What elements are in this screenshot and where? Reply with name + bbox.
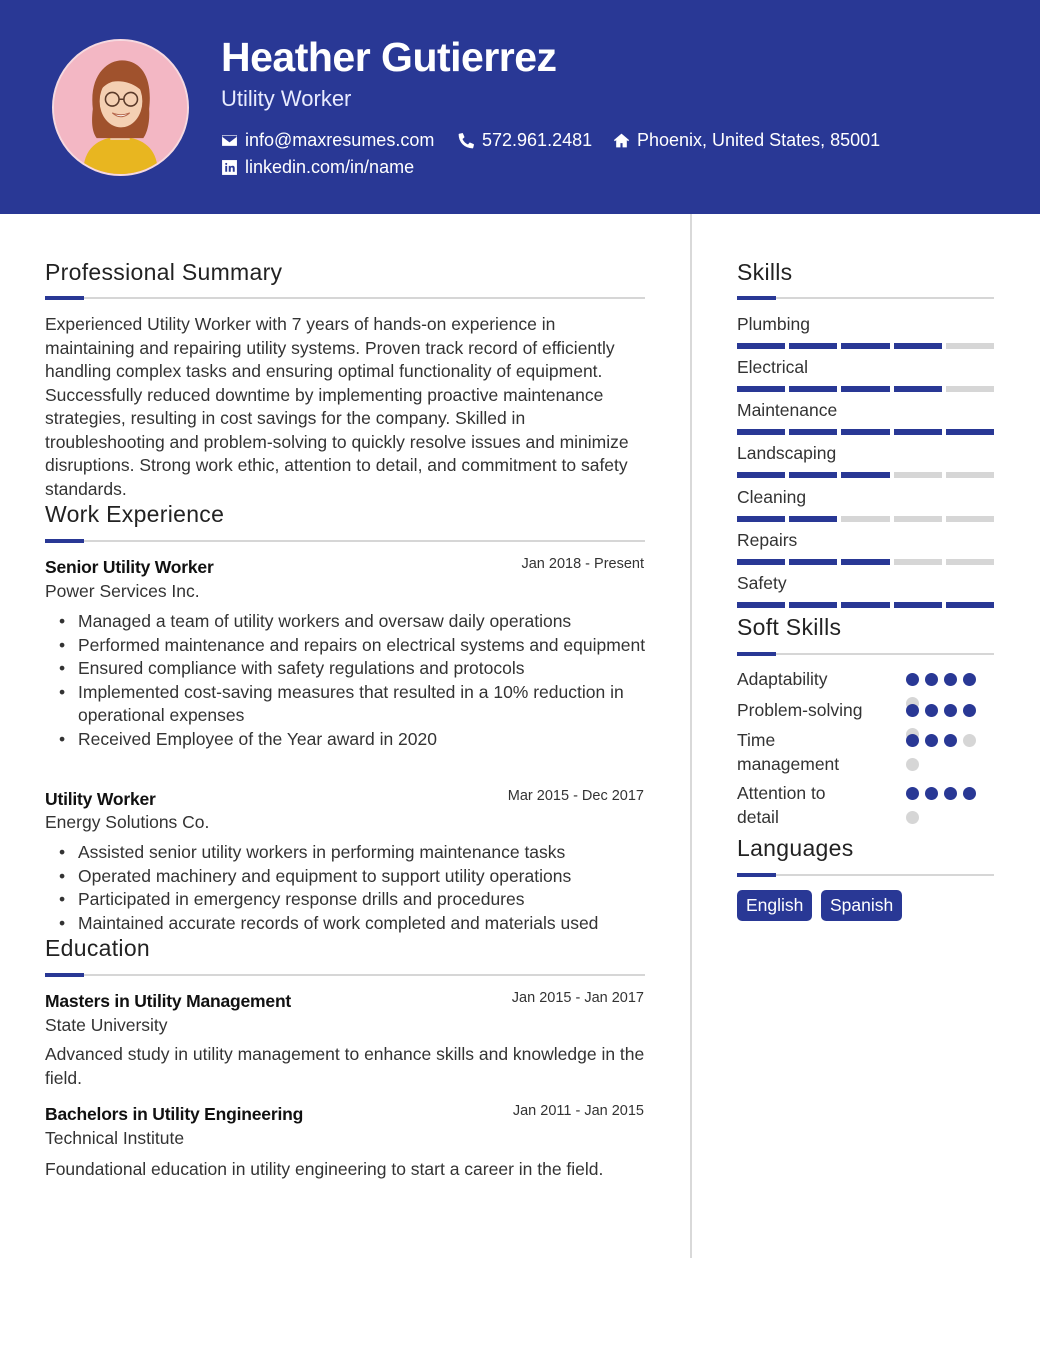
soft-skill-dot xyxy=(944,673,957,686)
linkedin-icon xyxy=(221,159,238,176)
skill-level-segment xyxy=(789,602,837,608)
candidate-role: Utility Worker xyxy=(221,86,352,111)
skill-name: Electrical xyxy=(737,357,808,377)
contact-linkedin-text: linkedin.com/in/name xyxy=(245,157,415,177)
skill-level-segment xyxy=(737,516,785,522)
languages-accent xyxy=(737,873,776,877)
skill-level-bar xyxy=(737,472,994,478)
job-bullet: • Received Employee of the Year award in 2020 xyxy=(45,728,655,752)
contact-email-text: info@maxresumes.com xyxy=(245,130,435,150)
job-bullets xyxy=(45,610,655,751)
soft-skill-dot xyxy=(906,811,919,824)
degree-title: Bachelors in Utility Engineering xyxy=(45,1104,304,1124)
education-accent xyxy=(45,973,84,977)
skill-level-segment xyxy=(737,386,785,392)
languages-heading: Languages xyxy=(737,835,854,861)
job-dates: Jan 2018 - Present xyxy=(521,556,644,572)
job-bullet: • Implemented cost-saving measures that resulted in a 10% reduction in operational expenses xyxy=(45,681,655,728)
soft-skill-dot xyxy=(925,734,938,747)
column-divider xyxy=(690,214,692,1258)
soft-skill-dot xyxy=(906,704,919,717)
soft-skill-dot xyxy=(906,758,919,771)
degree-dates: Jan 2011 - Jan 2015 xyxy=(512,1103,644,1119)
skill-level-segment xyxy=(894,429,942,435)
resume-header xyxy=(0,0,1040,214)
candidate-name: Heather Gutierrez xyxy=(221,34,557,80)
soft-skill-dot xyxy=(963,734,976,747)
skill-level-segment xyxy=(946,429,994,435)
degree-description: Advanced study in utility management to enhance skills and knowledge in the field. xyxy=(45,1044,645,1088)
soft-skill-name: Problem-solving xyxy=(737,700,863,720)
home-icon xyxy=(613,132,630,149)
soft-skill-dot xyxy=(925,787,938,800)
skill-level-segment xyxy=(841,343,889,349)
soft-skill-dot xyxy=(906,673,919,686)
skill-level-bar xyxy=(737,602,994,608)
phone-icon xyxy=(458,132,475,149)
skill-level-segment xyxy=(841,602,889,608)
skill-level-segment xyxy=(737,472,785,478)
skill-level-bar xyxy=(737,343,994,349)
skill-level-segment xyxy=(737,343,785,349)
skill-level-segment xyxy=(841,386,889,392)
skill-name: Repairs xyxy=(737,530,798,550)
contact-phone[interactable] xyxy=(458,130,592,151)
soft-skill-name: Attention to detail xyxy=(737,783,826,827)
soft-skill-name: Adaptability xyxy=(737,669,828,689)
skill-level-segment xyxy=(789,516,837,522)
skill-level-segment xyxy=(946,559,994,565)
soft-skills-heading: Soft Skills xyxy=(737,614,842,640)
job-title: Senior Utility Worker xyxy=(45,557,214,577)
summary-accent xyxy=(45,296,84,300)
soft-skills-accent xyxy=(737,652,776,656)
experience-accent xyxy=(45,539,84,543)
skill-level-segment xyxy=(789,386,837,392)
skill-level-segment xyxy=(789,472,837,478)
contact-email[interactable] xyxy=(221,130,434,151)
soft-skill-dot xyxy=(944,734,957,747)
profile-photo xyxy=(52,39,189,176)
skill-level-segment xyxy=(737,602,785,608)
summary-rule xyxy=(45,297,645,299)
soft-skill-dot xyxy=(925,704,938,717)
job-bullet: • Managed a team of utility workers and oversaw daily operations xyxy=(45,610,655,634)
job-bullets xyxy=(45,841,665,935)
skill-level-bar xyxy=(737,386,994,392)
school-name: State University xyxy=(45,1015,168,1035)
education-heading: Education xyxy=(45,935,150,961)
skill-level-segment xyxy=(737,559,785,565)
job-bullet: • Assisted senior utility workers in performing maintenance tasks xyxy=(45,841,665,865)
language-badge: English xyxy=(737,890,812,921)
soft-skill-name: Time management xyxy=(737,730,840,774)
skill-level-segment xyxy=(946,472,994,478)
soft-skill-dot xyxy=(963,787,976,800)
skill-name: Cleaning xyxy=(737,487,807,507)
skill-name: Safety xyxy=(737,573,787,593)
skills-heading: Skills xyxy=(737,259,793,285)
skill-name: Maintenance xyxy=(737,400,838,420)
summary-text: Experienced Utility Worker with 7 years of hands-on experience in maintaining and repairing utility systems. Proven track record of efficiently handling complex tasks and ensuring optimal functionality of equipment. Successfully reduced downtime by implementing proactive maintenance strategies, resulting in cost savings for the company. Skilled in troubleshooting and problem-solving to quickly resolve issues and minimize disruptions. Strong work ethic, attention to detail, and commitment to safety standards. xyxy=(45,314,629,499)
experience-rule xyxy=(45,540,645,542)
job-dates: Mar 2015 - Dec 2017 xyxy=(507,788,644,804)
job-bullet: • Operated machinery and equipment to support utility operations xyxy=(45,865,665,889)
soft-skill-dot xyxy=(963,673,976,686)
skill-level-segment xyxy=(894,602,942,608)
language-badge: Spanish xyxy=(821,890,902,921)
skill-level-segment xyxy=(789,343,837,349)
envelope-icon xyxy=(221,132,238,149)
skill-level-bar xyxy=(737,429,994,435)
skill-level-segment xyxy=(841,472,889,478)
degree-title: Masters in Utility Management xyxy=(45,991,292,1011)
skill-name: Landscaping xyxy=(737,443,837,463)
job-company: Energy Solutions Co. xyxy=(45,812,210,832)
skill-level-segment xyxy=(946,386,994,392)
job-bullet: • Ensured compliance with safety regulations and protocols xyxy=(45,657,655,681)
soft-skill-dot xyxy=(925,673,938,686)
skill-level-segment xyxy=(841,429,889,435)
skill-level-segment xyxy=(894,559,942,565)
skill-level-segment xyxy=(841,516,889,522)
school-name: Technical Institute xyxy=(45,1128,185,1148)
skill-level-segment xyxy=(894,472,942,478)
job-company: Power Services Inc. xyxy=(45,581,200,601)
degree-description: Foundational education in utility engineering to start a career in the field. xyxy=(45,1159,604,1179)
skill-name: Plumbing xyxy=(737,314,810,334)
contact-location xyxy=(613,130,880,151)
soft-skill-dot xyxy=(963,704,976,717)
skills-accent xyxy=(737,296,776,300)
skill-level-segment xyxy=(894,343,942,349)
skill-level-segment xyxy=(946,516,994,522)
experience-heading: Work Experience xyxy=(45,501,225,527)
skill-level-segment xyxy=(894,386,942,392)
soft-skill-dot xyxy=(944,704,957,717)
job-bullet: • Participated in emergency response drills and procedures xyxy=(45,888,665,912)
skill-level-segment xyxy=(789,429,837,435)
education-rule xyxy=(45,974,645,976)
soft-skill-dot xyxy=(944,787,957,800)
job-bullet: • Maintained accurate records of work completed and materials used xyxy=(45,912,665,936)
skill-level-bar xyxy=(737,516,994,522)
skill-level-segment xyxy=(946,343,994,349)
summary-heading: Professional Summary xyxy=(45,259,283,285)
contact-location-text: Phoenix, United States, 85001 xyxy=(637,130,881,150)
skill-level-segment xyxy=(737,429,785,435)
soft-skill-dot xyxy=(906,787,919,800)
job-title: Utility Worker xyxy=(45,789,156,809)
skill-level-segment xyxy=(894,516,942,522)
profile-photo-illustration xyxy=(54,41,187,174)
job-bullet: • Performed maintenance and repairs on electrical systems and equipment xyxy=(45,634,655,658)
soft-skill-dot xyxy=(906,734,919,747)
contact-linkedin[interactable] xyxy=(221,157,414,178)
skill-level-segment xyxy=(946,602,994,608)
skill-level-bar xyxy=(737,559,994,565)
skill-level-segment xyxy=(841,559,889,565)
skill-level-segment xyxy=(789,559,837,565)
degree-dates: Jan 2015 - Jan 2017 xyxy=(511,990,644,1006)
contact-phone-text: 572.961.2481 xyxy=(482,130,593,150)
